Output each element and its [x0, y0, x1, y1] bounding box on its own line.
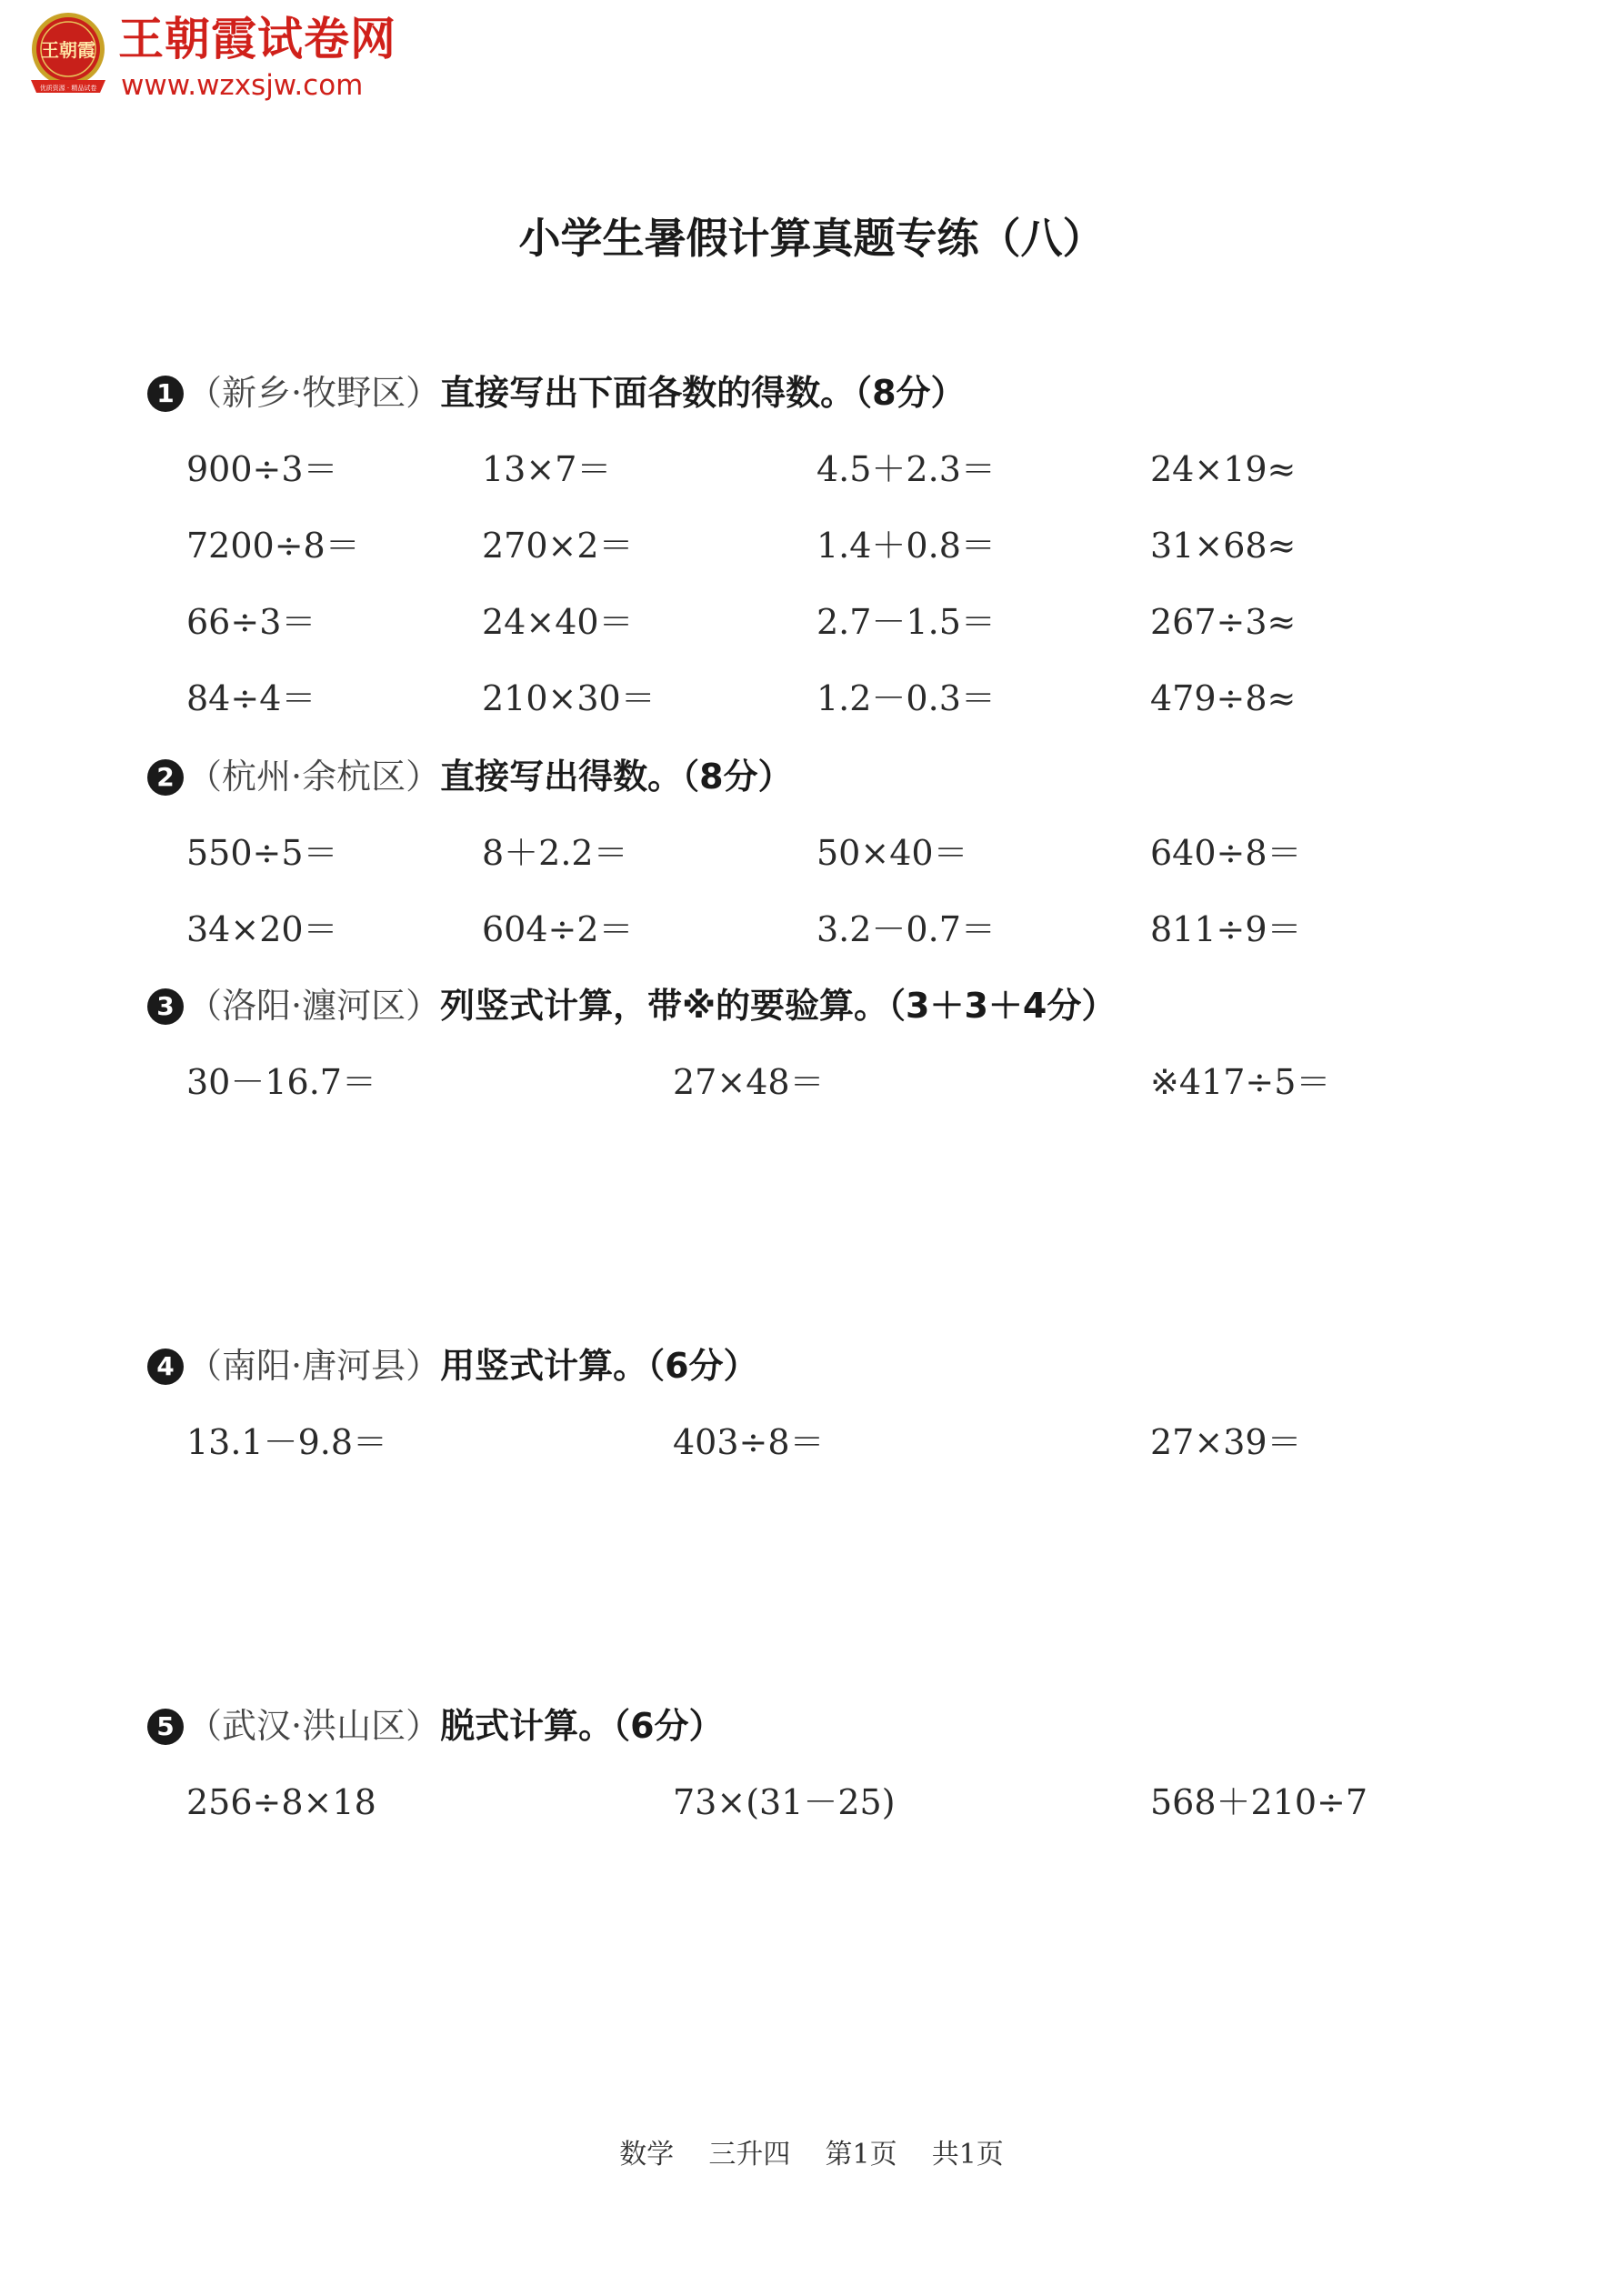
problem-row	[0, 597, 1623, 647]
problem-expression: 7200÷8＝	[186, 526, 360, 566]
site-url: www.wzxsjw.com	[121, 69, 364, 102]
section-heading	[147, 751, 793, 802]
section-score: （6分）	[613, 1706, 724, 1746]
section-number-badge: 5	[147, 1709, 184, 1745]
section-task: 直接写出下面各数的得数。	[440, 373, 856, 413]
problem-expression: 3.2－0.7＝	[817, 909, 996, 949]
section-source: （新乡·牧野区）	[187, 373, 441, 413]
problem-row	[0, 1057, 1623, 1108]
problem-expression: 34×20＝	[186, 909, 338, 949]
problem-expression: 13×7＝	[482, 449, 612, 489]
problem-expression: 27×48＝	[673, 1062, 825, 1102]
problem-row	[0, 1777, 1623, 1828]
problem-expression: 210×30＝	[482, 678, 656, 718]
seal-ribbon-text: 优质资源 · 精品试卷	[39, 85, 97, 92]
problem-expression: 13.1－9.8＝	[186, 1422, 388, 1462]
problem-expression: 27×39＝	[1150, 1422, 1302, 1462]
section-number-badge: 2	[147, 759, 184, 796]
site-name: 王朝霞试卷网	[118, 13, 396, 65]
section-source: （南阳·唐河县）	[187, 1346, 441, 1386]
problem-expression: 73×(31－25)	[673, 1782, 896, 1822]
site-logo	[27, 9, 409, 100]
problem-row	[0, 444, 1623, 495]
problem-expression: 50×40＝	[817, 833, 968, 873]
problem-row	[0, 904, 1623, 955]
problem-expression: 8＋2.2＝	[482, 833, 628, 873]
problem-row	[0, 520, 1623, 571]
problem-expression: 900÷3＝	[186, 449, 338, 489]
problem-expression: 31×68≈	[1150, 526, 1297, 566]
section-task: 列竖式计算，带※的要验算。	[440, 986, 889, 1026]
problem-expression: 403÷8＝	[673, 1422, 825, 1462]
section-score: （3＋3＋4分）	[888, 986, 1117, 1026]
page-footer: 数学 三升四 第1页 共1页	[619, 2139, 1004, 2171]
problem-expression: 4.5＋2.3＝	[817, 449, 996, 489]
problem-expression: 1.4＋0.8＝	[817, 526, 996, 566]
problem-expression: 811÷9＝	[1150, 909, 1302, 949]
section-source: （洛阳·瀍河区）	[187, 986, 441, 1026]
problem-expression: 24×40＝	[482, 602, 634, 642]
problem-row	[0, 827, 1623, 878]
problem-expression: 479÷8≈	[1150, 678, 1297, 718]
problem-expression: 84÷4＝	[186, 678, 316, 718]
section-number-badge: 1	[147, 376, 184, 412]
section-number-badge: 3	[147, 988, 184, 1025]
problem-expression: 2.7－1.5＝	[817, 602, 996, 642]
problem-expression: ※417÷5＝	[1150, 1062, 1331, 1102]
section-task: 脱式计算。	[440, 1706, 614, 1746]
problem-row	[0, 673, 1623, 724]
section-score: （8分）	[855, 373, 966, 413]
problem-expression: 256÷8×18	[186, 1782, 376, 1822]
problem-expression: 604÷2＝	[482, 909, 634, 949]
section-number-badge: 4	[147, 1349, 184, 1385]
section-task: 直接写出得数。	[440, 757, 683, 797]
section-source: （杭州·余杭区）	[187, 757, 441, 797]
problem-row	[0, 1417, 1623, 1468]
seal-text: 王朝霞	[41, 39, 95, 61]
section-task: 用竖式计算。	[440, 1346, 648, 1386]
problem-expression: 24×19≈	[1150, 449, 1297, 489]
section-heading	[147, 1700, 724, 1751]
problem-expression: 640÷8＝	[1150, 833, 1302, 873]
section-score: （8分）	[682, 757, 793, 797]
problem-expression: 66÷3＝	[186, 602, 316, 642]
section-heading	[147, 367, 966, 418]
problem-expression: 568＋210÷7	[1150, 1782, 1368, 1822]
problem-expression: 30－16.7＝	[186, 1062, 376, 1102]
seal-logo-icon	[27, 9, 109, 100]
problem-expression: 267÷3≈	[1150, 602, 1297, 642]
section-heading	[147, 1340, 758, 1391]
page-title: 小学生暑假计算真题专练（八）	[518, 214, 1105, 263]
section-source: （武汉·洪山区）	[187, 1706, 441, 1746]
problem-expression: 550÷5＝	[186, 833, 338, 873]
problem-expression: 1.2－0.3＝	[817, 678, 996, 718]
section-score: （6分）	[647, 1346, 758, 1386]
problem-expression: 270×2＝	[482, 526, 634, 566]
section-heading	[147, 980, 1116, 1031]
